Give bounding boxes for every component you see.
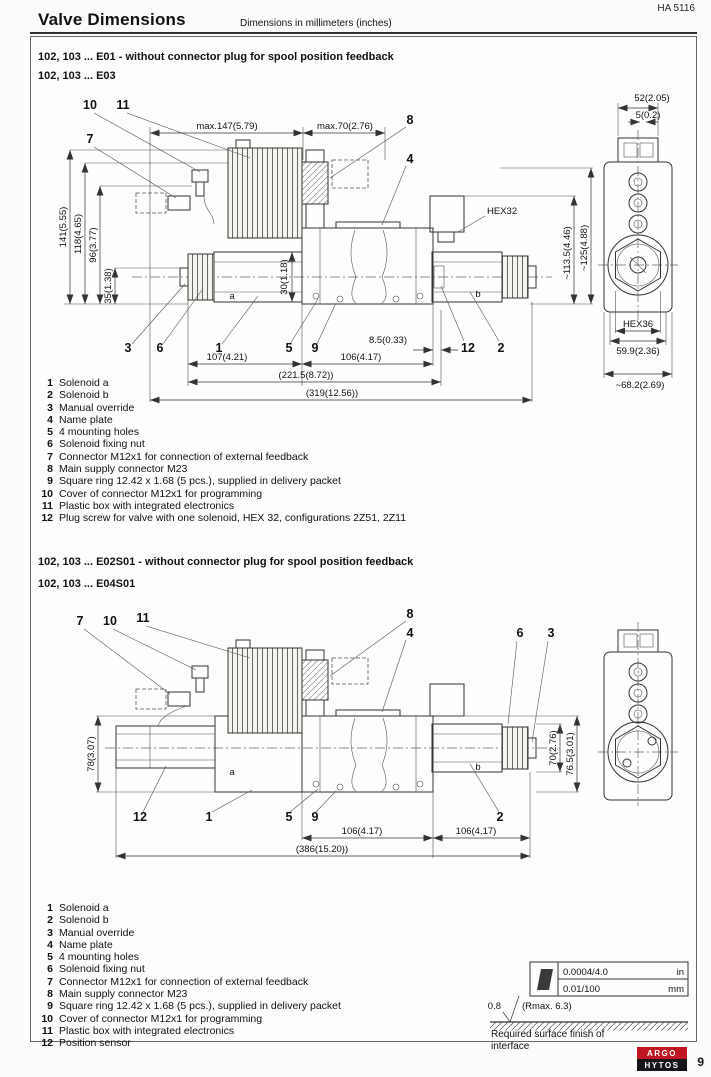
end-view-1 — [598, 93, 678, 391]
surface-caption-2: interface — [491, 1041, 530, 1050]
callout-7: 7 — [76, 614, 84, 628]
port-a-label: a — [229, 291, 235, 302]
callout-12: 12 — [133, 810, 147, 824]
dim-30: 30(1.18) — [279, 259, 290, 295]
legend-item-11: 11 Plastic box with integrated electronics — [41, 1024, 235, 1037]
legend-item-9: 9 Square ring 12.42 x 1.68 (5 pcs.), supplied in delivery packet — [47, 1000, 341, 1013]
legend-item-4: 4 Name plate — [47, 413, 113, 426]
legend-item-12: 12 Plug screw for valve with one solenoid, HEX 32, configurations 2Z51, 2Z11 — [41, 512, 407, 525]
callout-8: 8 — [406, 607, 414, 621]
callout-8: 8 — [406, 113, 414, 127]
legend-item-11: 11 Plastic box with integrated electronics — [41, 499, 235, 512]
dim-118: 118(4.65) — [73, 214, 84, 254]
callout-1: 1 — [215, 341, 223, 355]
callout-11: 11 — [116, 98, 130, 112]
legend-item-10: 10 Cover of connector M12x1 for programming — [41, 1012, 263, 1025]
drawing-e01-e03 — [30, 88, 697, 406]
callout-11: 11 — [136, 611, 150, 625]
legend-item-4: 4 Name plate — [47, 938, 113, 951]
doc-ref: HA 5116 — [657, 3, 695, 14]
dim-70: 70(2.76) — [548, 730, 559, 766]
drawing-e02s01-e04s01 — [30, 600, 697, 868]
section1-title-2: 102, 103 ... E03 — [38, 70, 116, 82]
roughness-value: 0.8 — [488, 1001, 501, 1012]
callout-9: 9 — [311, 341, 319, 355]
dim-141: 141(5.55) — [58, 206, 69, 248]
side-view-1 — [132, 140, 552, 304]
callout-2: 2 — [497, 341, 505, 355]
dim-52: 52(2.05) — [634, 93, 670, 104]
logo-argo: ARGO — [637, 1047, 687, 1059]
legend-item-3: 3 Manual override — [47, 401, 135, 414]
legend-item-6: 6 Solenoid fixing nut — [47, 438, 145, 451]
legend-item-2: 2 Solenoid b — [47, 914, 109, 927]
port-b-label-2: b — [475, 762, 481, 773]
callout-2: 2 — [496, 810, 504, 824]
legend-item-10: 10 Cover of connector M12x1 for programming — [41, 487, 263, 500]
callout-1: 1 — [205, 810, 213, 824]
page-header — [30, 8, 697, 34]
end-view-2 — [598, 622, 678, 806]
legend-item-1: 1 Solenoid a — [47, 377, 109, 389]
flatness-symbol — [537, 969, 553, 990]
roughness-icon — [503, 996, 519, 1022]
legend-item-1: 1 Solenoid a — [47, 902, 109, 914]
surface-finish-block — [488, 955, 697, 1050]
dim-113-5: ~113.5(4.46) — [562, 226, 573, 280]
dim-59-9: 59.9(2.36) — [616, 346, 660, 357]
surface-spec-in-unit: in — [676, 967, 684, 978]
callout-12: 12 — [461, 341, 475, 355]
section2-title: 102, 103 ... E02S01 - without connector plug for spool position feedback — [38, 556, 414, 568]
port-b-label: b — [475, 289, 481, 300]
page-number: 9 — [697, 1055, 704, 1069]
dim-319: (319(12.56)) — [305, 388, 359, 399]
dim-386: (386(15.20)) — [295, 844, 349, 855]
page-subtitle: Dimensions in millimeters (inches) — [240, 18, 392, 29]
callout-5: 5 — [285, 810, 293, 824]
legend-item-5: 5 4 mounting holes — [47, 951, 139, 964]
legend-item-8: 8 Main supply connector M23 — [47, 988, 188, 1001]
surface-caption-1: Required surface finish of — [491, 1029, 605, 1040]
callout-4: 4 — [406, 626, 414, 640]
callout-10: 10 — [83, 98, 97, 112]
legend-e01 — [38, 377, 690, 525]
dim-96: 96(3.77) — [88, 227, 99, 263]
surface-spec-mm: 0.01/100 — [563, 984, 600, 995]
dim-221-5: (221.5(8.72)) — [278, 370, 334, 381]
surface-spec-mm-unit: mm — [668, 984, 684, 995]
callout-6: 6 — [156, 341, 164, 355]
legend-item-5: 5 4 mounting holes — [47, 426, 139, 439]
legend-item-6: 6 Solenoid fixing nut — [47, 963, 145, 976]
legend-item-2: 2 Solenoid b — [47, 389, 109, 402]
callout-7: 7 — [86, 132, 94, 146]
logo-hytos: HYTOS — [637, 1059, 687, 1071]
legend-item-8: 8 Main supply connector M23 — [47, 463, 188, 476]
legend-item-7: 7 Connector M12x1 for connection of external feedback — [47, 450, 309, 463]
callout-3: 3 — [547, 626, 555, 640]
dim-68-2: ~68.2(2.69) — [615, 380, 665, 391]
legend-item-3: 3 Manual override — [47, 926, 135, 939]
dim-106: 106(4.17) — [340, 352, 382, 363]
callout-4: 4 — [406, 152, 414, 166]
callout-9: 9 — [311, 810, 319, 824]
roughness-rmax: (Rmax. 6.3) — [522, 1001, 572, 1012]
dim-5: 5(0.2) — [635, 110, 661, 121]
dim-hex36: HEX36 — [622, 319, 654, 330]
surface-spec-in: 0.0004/4.0 — [563, 967, 608, 978]
callout-10: 10 — [103, 614, 117, 628]
dim-106a: 106(4.17) — [341, 826, 383, 837]
dim-max147: max.147(5.79) — [196, 121, 258, 132]
callout-3: 3 — [124, 341, 132, 355]
dim-76-5: 76.5(3.01) — [565, 732, 576, 776]
page-title: Valve Dimensions — [38, 10, 186, 29]
callout-6: 6 — [516, 626, 524, 640]
dim-max70: max.70(2.76) — [317, 121, 373, 132]
dim-8-5: 8.5(0.33) — [368, 335, 407, 346]
dim-106b: 106(4.17) — [455, 826, 497, 837]
legend-item-12: 12 Position sensor — [41, 1037, 131, 1050]
legend-item-9: 9 Square ring 12.42 x 1.68 (5 pcs.), supplied in delivery packet — [47, 475, 341, 488]
legend-item-7: 7 Connector M12x1 for connection of external feedback — [47, 975, 309, 988]
dim-35: 35(1.38) — [103, 268, 114, 304]
dim-hex32: HEX32 — [487, 206, 518, 217]
dim-107: 107(4.21) — [206, 352, 248, 363]
dim-78: 78(3.07) — [86, 736, 97, 772]
section1-title: 102, 103 ... E01 - without connector plug for spool position feedback — [38, 51, 394, 63]
port-a-label-2: a — [229, 767, 235, 778]
callout-5: 5 — [285, 341, 293, 355]
argo-hytos-logo — [637, 1047, 687, 1071]
dim-125: ~125(4.88) — [579, 224, 590, 272]
section2-title-2: 102, 103 ... E04S01 — [38, 578, 136, 590]
